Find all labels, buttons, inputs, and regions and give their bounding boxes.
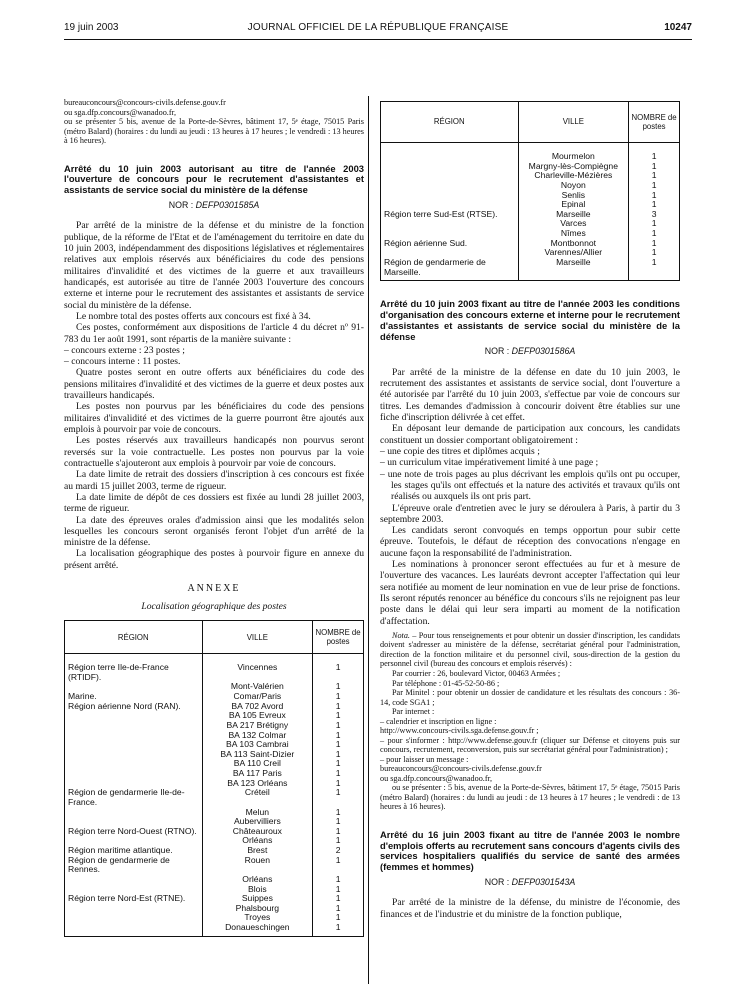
cell-nombre: 1: [629, 219, 680, 229]
cell-nombre: 1: [313, 740, 364, 750]
nota-label: Nota. –: [392, 630, 417, 640]
nor2-label: NOR :: [484, 346, 512, 357]
cell-region: [65, 875, 203, 885]
nor3-code: DEFP0301543A: [511, 876, 576, 887]
body-paragraph: Par arrêté de la ministre de la défense, du ministre de l'économie, des finances et de l'industrie et du ministre de la fonction publique,: [380, 897, 680, 920]
cell-nombre: 1: [313, 808, 364, 818]
cell-ville: Melun: [202, 808, 313, 818]
cell-ville: BA 132 Colmar: [202, 731, 313, 741]
cell-nombre: 1: [629, 239, 680, 249]
table-row: [65, 894, 364, 904]
cell-region: [381, 191, 519, 201]
cell-ville: Charleville-Mézières: [518, 171, 629, 181]
table-row: [65, 740, 364, 750]
nota-line: – pour s'informer : http://www.defense.gouv.fr (cliquer sur Défense et citoyens puis sur concours, recrutement, reconversion, puis sur secrétariat général pour l'administration) ;: [380, 735, 680, 755]
col-header-nombre: NOMBRE de postes: [629, 102, 680, 143]
cell-nombre: 1: [313, 731, 364, 741]
body-paragraph: La date des épreuves orales d'admission ainsi que les modalités selon lesquelles les concours seront organisés feront l'objet d'un arrêté de la ministre de la défense.: [64, 514, 364, 549]
cell-ville: BA 117 Paris: [202, 769, 313, 779]
right-column: [380, 101, 680, 920]
table-row: [65, 721, 364, 731]
cell-region: [65, 808, 203, 818]
cell-nombre: 1: [313, 923, 364, 936]
cell-region: Région terre Ile-de-France (RTIDF).: [65, 663, 203, 682]
body-paragraph: Ces postes, conformément aux dispositions de l'article 4 du décret nº 91-783 du 1er août 1991, sont répartis de la manière suivante :: [64, 322, 364, 345]
cell-nombre: 1: [313, 663, 364, 682]
table-row: [65, 904, 364, 914]
cell-nombre: 1: [313, 692, 364, 702]
table-spacer-row: [381, 143, 680, 153]
postes-table-left: [64, 620, 364, 937]
arrete-title: Arrêté du 10 juin 2003 autorisant au titre de l'année 2003 l'ouverture de concours pour le recrutement d'assistantes et assistants de service social du ministère de la défense: [64, 162, 364, 196]
table-row: [65, 711, 364, 721]
cell-nombre: 1: [313, 750, 364, 760]
body-paragraph: Le nombre total des postes offerts aux concours est fixé à 34.: [76, 310, 311, 322]
body-paragraph: La localisation géographique des postes à pourvoir figure en annexe du présent arrêté.: [64, 548, 364, 571]
annexe-subtitle: Localisation géographique des postes: [141, 600, 287, 612]
nor2-reference: [380, 346, 680, 356]
table-row: [65, 827, 364, 837]
nor3-label: NOR :: [484, 876, 512, 887]
cell-nombre: 1: [313, 827, 364, 837]
cell-region: Région maritime atlantique.: [65, 846, 203, 856]
cell-region: Région terre Nord-Est (RTNE).: [65, 894, 203, 904]
cell-nombre: 1: [313, 904, 364, 914]
cell-ville: Mourmelon: [518, 152, 629, 162]
contact-address-line: ou se présenter 5 bis, avenue de la Porte-de-Sèvres, bâtiment 17, 5ᵉ étage, 75015 Paris (métro Balard) (horaires : du lundi au jeudi : 13 heures à 17 heures ; le vendredi : 13 heures à 16 heures).: [64, 117, 364, 146]
dossier-list: [380, 446, 680, 503]
cell-nombre: 1: [313, 875, 364, 885]
nota-line: Par internet :: [392, 707, 435, 717]
cell-ville: Orléans: [202, 836, 313, 846]
cell-nombre: 1: [313, 779, 364, 789]
nor-reference: [64, 200, 364, 210]
cell-nombre: 1: [313, 769, 364, 779]
body-list-item: – concours externe : 23 postes ;: [64, 344, 185, 356]
journal-title: JOURNAL OFFICIEL DE LA RÉPUBLIQUE FRANÇAISE: [247, 22, 509, 33]
cell-ville: Donaueschingen: [202, 923, 313, 936]
cell-ville: Marseille: [518, 258, 629, 281]
cell-nombre: 1: [629, 181, 680, 191]
table-row: [381, 239, 680, 249]
cell-nombre: 1: [629, 162, 680, 172]
cell-region: [381, 162, 519, 172]
cell-region: [381, 181, 519, 191]
cell-nombre: 2: [313, 846, 364, 856]
table-row: [381, 219, 680, 229]
cell-region: Région de gendarmerie de Rennes.: [65, 856, 203, 875]
table-row: [381, 181, 680, 191]
body-paragraph: La date limite de dépôt de ces dossiers est fixée au lundi 28 juillet 2003, terme de rigueur.: [64, 491, 364, 515]
nota-line: ou se présenter : 5 bis, avenue de la Porte-de-Sèvres, bâtiment 17, 5ᵉ étage, 75015 Paris (métro Balard) (horaires : du lundi au jeudi : de 13 heures à 17 heures ; le vendredi : de 13 heures à 16 heures).: [380, 783, 680, 812]
annexe-heading: ANNEXE: [187, 583, 241, 595]
cell-nombre: 1: [313, 836, 364, 846]
table-row: [65, 769, 364, 779]
table-row: [381, 210, 680, 220]
page-number: 10247: [664, 22, 692, 33]
cell-ville: Blois: [202, 885, 313, 895]
body-list-item: – concours interne : 11 postes.: [64, 356, 181, 368]
nota-line: – pour laisser un message :: [380, 754, 469, 764]
cell-region: [65, 923, 203, 936]
nota-line: – calendrier et inscription en ligne :: [380, 716, 497, 726]
cell-region: [65, 769, 203, 779]
cell-nombre: 1: [313, 721, 364, 731]
cell-ville: Varces: [518, 219, 629, 229]
contact-email-line: bureauconcours@concours-civils.defense.gouv.fr: [64, 98, 226, 107]
column-divider: [368, 96, 369, 984]
nota-line: Par courrier : 26, boulevard Victor, 00463 Armées ;: [392, 669, 561, 678]
body-paragraph: Quatre postes seront en outre offerts aux bénéficiaires du code des pensions militaires d'invalidité et des victimes de la guerre et deux postes aux travailleurs handicapés.: [64, 367, 364, 402]
nor-label: NOR :: [168, 200, 196, 211]
table-row: [65, 750, 364, 760]
col-header-region: RÉGION: [65, 621, 203, 654]
left-column: [64, 98, 364, 937]
table-row: [381, 191, 680, 201]
cell-nombre: 1: [313, 759, 364, 769]
cell-ville: BA 217 Brétigny: [202, 721, 313, 731]
cell-ville: BA 113 Saint-Dizier: [202, 750, 313, 760]
cell-ville: Epinal: [518, 200, 629, 210]
dossier-list-item: – une copie des titres et diplômes acquis ;: [380, 445, 540, 457]
col-header-region: RÉGION: [381, 102, 519, 143]
cell-ville: Vincennes: [202, 663, 313, 682]
cell-region: Région de gendarmerie Ile-de-France.: [65, 788, 203, 807]
nor-code: DEFP0301585A: [195, 200, 260, 211]
cell-ville: Montbonnot: [518, 239, 629, 249]
cell-ville: Troyes: [202, 913, 313, 923]
nor3-reference: [380, 877, 680, 887]
body-paragraph: Par arrêté de la ministre de la défense en date du 10 juin 2003, le recrutement des assistantes et assistants de service social, dont l'ouverture a été autorisée par l'arrêté du 10 juin 2003, s'effectue par voie de concours sur titres. Les demandes d'admission à concourir doivent être établies sur une fiche d'inscription délivrée à cet effet.: [380, 366, 680, 423]
cell-ville: Varennes/Allier: [518, 248, 629, 258]
contact-email-alt-line: ou sga.dfp.concours@wanadoo.fr,: [64, 107, 177, 117]
header-date: 19 juin 2003: [64, 22, 119, 33]
table-row: [65, 759, 364, 769]
cell-region: [65, 711, 203, 721]
body-paragraph: Par arrêté de la ministre de la défense et du ministre de la fonction publique, de la réforme de l'Etat et de l'aménagement du territoire en date du 10 juin 2003, indépendamment des dispositions législatives et réglementaires relatives aux emplois réservés aux bénéficiaires du code des pensions militaires d'invalidité et des victimes de la guerre et aux travailleurs handicapés, est autorisée au titre de l'année 2003 l'ouverture des concours externe et interne pour le recrutement des assistantes et assistants de service social du ministère de la défense.: [64, 220, 364, 311]
cell-nombre: 1: [629, 191, 680, 201]
cell-region: [381, 219, 519, 229]
cell-ville: BA 103 Cambrai: [202, 740, 313, 750]
cell-region: Marine.: [65, 692, 203, 702]
cell-region: [65, 740, 203, 750]
col-header-ville: VILLE: [202, 621, 313, 654]
cell-ville: Créteil: [202, 788, 313, 807]
cell-ville: Marseille: [518, 210, 629, 220]
nota-line: bureauconcours@concours-civils.defense.gouv.fr: [380, 764, 542, 774]
table-row: [65, 788, 364, 807]
body-paragraph: Les nominations à prononcer seront effectuées au fur et à mesure de l'ouverture des vacances. Les lauréats devront accepter l'affectation qui leur sera notifiée au moment de leur nomination en vue de leur prise de fonctions. Ils seront réputés renoncer au bénéfice du concours s'ils ne rejoignent pas leur poste dans le délai qui leur sera imparti au moment de la notification d'affectation.: [380, 559, 680, 627]
cell-nombre: 1: [313, 913, 364, 923]
cell-ville: Noyon: [518, 181, 629, 191]
cell-ville: BA 123 Orléans: [202, 779, 313, 789]
nota-text: Pour tous renseignements et pour obtenir un dossier d'inscription, les candidats doivent s'adresser au ministère de la défense, secrétariat général pour l'administration, direction de la fonction militaire et du personnel civil, sous-direction de la gestion du personnel civil (bureau des concours et emplois réservés) :: [380, 630, 680, 669]
cell-region: [65, 721, 203, 731]
cell-ville: Nîmes: [518, 229, 629, 239]
cell-ville: Châteauroux: [202, 827, 313, 837]
cell-nombre: 1: [629, 152, 680, 162]
arrete3-title: Arrêté du 16 juin 2003 fixant au titre de l'année 2003 le nombre d'emplois offerts au recrutement sans concours d'agents civils des services hospitaliers qualifiés du service de santé des armées (femmes et hommes): [380, 828, 680, 873]
cell-region: Région aérienne Sud.: [381, 239, 519, 249]
table-row: [381, 171, 680, 181]
cell-ville: Rouen: [202, 856, 313, 875]
cell-region: Région terre Nord-Ouest (RTNO).: [65, 827, 203, 837]
cell-ville: Senlis: [518, 191, 629, 201]
nor2-code: DEFP0301586A: [511, 346, 576, 357]
cell-ville: Suippes: [202, 894, 313, 904]
cell-ville: Orléans: [202, 875, 313, 885]
cell-nombre: 1: [629, 171, 680, 181]
cell-ville: Aubervilliers: [202, 817, 313, 827]
table-row: [381, 258, 680, 281]
table-row: [65, 808, 364, 818]
table-row: [65, 682, 364, 692]
nota-contact-lines: [380, 669, 680, 812]
cell-ville: Margny-lès-Compiègne: [518, 162, 629, 172]
cell-region: Région de gendarmerie de Marseille.: [381, 258, 519, 281]
cell-region: Région terre Sud-Est (RTSE).: [381, 210, 519, 220]
cell-nombre: 1: [313, 682, 364, 692]
nota-line: http://www.concours-civils.sga.defense.gouv.fr ;: [380, 726, 539, 736]
cell-nombre: 1: [629, 248, 680, 258]
table-row: [65, 856, 364, 875]
cell-ville: BA 110 Creil: [202, 759, 313, 769]
table-row: [65, 923, 364, 936]
table-row: [65, 663, 364, 682]
header-rule: [64, 39, 692, 40]
cell-nombre: 1: [313, 702, 364, 712]
table-row: [65, 913, 364, 923]
table-row: [65, 731, 364, 741]
cell-nombre: 1: [313, 788, 364, 807]
table-row: [65, 702, 364, 712]
page-header: [64, 22, 692, 36]
cell-region: [65, 904, 203, 914]
dossier-list-item: – un curriculum vitae impérativement limité à une page ;: [380, 457, 599, 469]
body-paragraph: Les postes non pourvus par les bénéficiaires du code des pensions militaires d'invalidité et des victimes de la guerre pourront être ajoutés aux emplois à pourvoir par voie de concours.: [64, 401, 364, 436]
cell-ville: BA 105 Evreux: [202, 711, 313, 721]
cell-ville: Comar/Paris: [202, 692, 313, 702]
cell-nombre: 1: [629, 258, 680, 281]
cell-region: Région aérienne Nord (RAN).: [65, 702, 203, 712]
table-row: [381, 162, 680, 172]
body-paragraph: En déposant leur demande de participation aux concours, les candidats constituent un dossier comportant obligatoirement :: [380, 423, 680, 446]
cell-nombre: 1: [313, 856, 364, 875]
cell-nombre: 1: [629, 200, 680, 210]
nota-line: Par Minitel : pour obtenir un dossier de candidature et les résultats des concours : 36-14, code SGA1 ;: [380, 688, 680, 707]
body-paragraph: Les candidats seront convoqués en temps opportun pour subir cette épreuve. Toutefois, le défaut de réception des convocations n'engage en aucune façon la responsabilité de l'administration.: [380, 525, 680, 559]
cell-region: [65, 731, 203, 741]
cell-nombre: 1: [313, 885, 364, 895]
cell-nombre: 1: [313, 894, 364, 904]
table-row: [65, 875, 364, 885]
cell-nombre: 3: [629, 210, 680, 220]
cell-region: [65, 750, 203, 760]
body-paragraph: L'épreuve orale d'entretien avec le jury se déroulera à Paris, à partir du 3 septembre 2003.: [380, 502, 680, 525]
arrete2-title: Arrêté du 10 juin 2003 fixant au titre de l'année 2003 les conditions d'organisation des concours externe et interne pour le recrutement d'assistantes et assistants de service social du ministère de la défense: [380, 298, 680, 342]
cell-nombre: 1: [313, 817, 364, 827]
cell-nombre: 1: [313, 711, 364, 721]
cell-ville: Phalsbourg: [202, 904, 313, 914]
body-paragraph: La date limite de retrait des dossiers d'inscription à ces concours est fixée au mardi 15 juillet 2003, terme de rigueur.: [64, 469, 364, 492]
body-paragraph: Les postes réservés aux travailleurs handicapés non pourvus seront reversés sur la voie contractuelle. Les postes non pourvus par la voie contractuelle s'ajouteront aux emplois à pourvoir par voie de concours.: [64, 435, 364, 469]
cell-nombre: 1: [629, 229, 680, 239]
cell-ville: Brest: [202, 846, 313, 856]
dossier-list-item: – une note de trois pages au plus décrivant les emplois qu'ils ont pu occuper, les stages qu'ils ont effectués et la nature des activités et travaux qu'ils ont réalisés ou auxquels ils ont pris part.: [380, 468, 680, 503]
cell-region: [381, 171, 519, 181]
postes-table-right: [380, 101, 680, 281]
col-header-ville: VILLE: [518, 102, 629, 143]
nota-line: Par téléphone : 01-45-52-50-86 ;: [392, 678, 500, 688]
nota-line: ou sga.dfp.concours@wanadoo.fr,: [380, 773, 493, 783]
nota-paragraph: [380, 631, 680, 669]
cell-region: [381, 152, 519, 162]
cell-ville: BA 702 Avord: [202, 702, 313, 712]
cell-region: [65, 913, 203, 923]
cell-ville: Mont-Valérien: [202, 682, 313, 692]
cell-region: [65, 759, 203, 769]
col-header-nombre: NOMBRE de postes: [313, 621, 364, 654]
